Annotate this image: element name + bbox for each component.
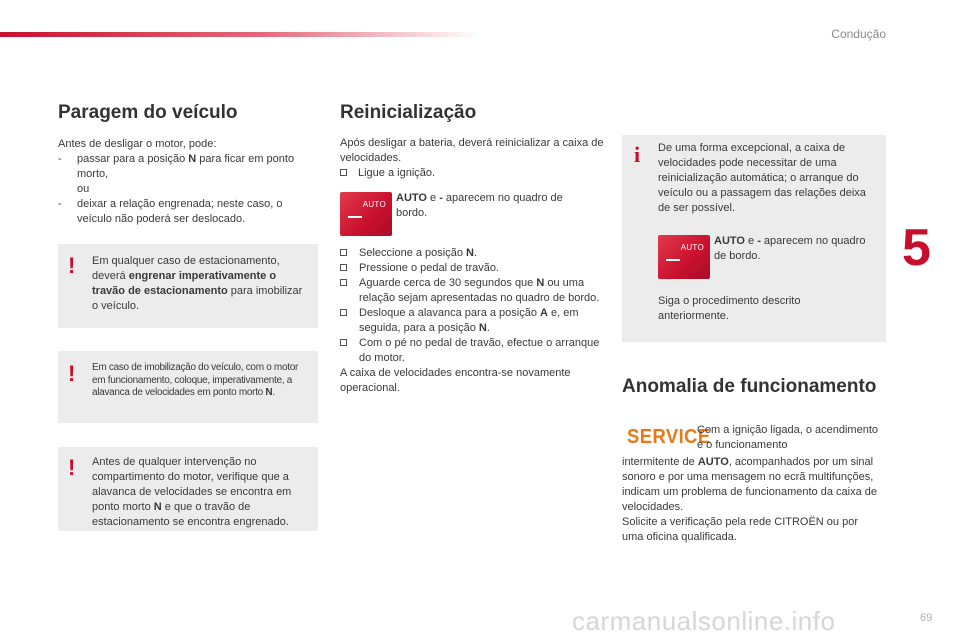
- warning-icon: !: [68, 253, 76, 278]
- anomalia-heading: Anomalia de funcionamento: [622, 376, 877, 397]
- reinit-step: Com o pé no pedal de travão, efectue o arranque do motor.: [340, 336, 604, 366]
- section-title: Condução: [831, 27, 886, 41]
- auto-display-icon: AUTO: [658, 235, 710, 279]
- warning-box-neutral: [58, 351, 318, 423]
- paragem-text: [58, 137, 316, 227]
- reinit-step: Pressione o pedal de travão.: [340, 261, 604, 276]
- info-follow-text: Siga o procedimento descrito anteriormente.: [658, 295, 801, 322]
- chapter-number: 5: [902, 219, 931, 277]
- info-icon: i: [634, 142, 641, 167]
- anomaly-text-a: Com a ignição ligada, o acendimento e o funcionamento: [697, 424, 879, 451]
- paragem-heading: Paragem do veículo: [58, 102, 238, 123]
- paragem-item-or: ou: [77, 183, 90, 195]
- auto-display-icon: AUTO: [340, 192, 392, 236]
- warning-icon: !: [68, 361, 76, 386]
- service-icon: SERVICE: [627, 426, 711, 448]
- info-text: De uma forma excepcional, a caixa de velocidades pode necessitar de uma reinicialização automática; o arranque do veículo ou a passagem das relações deixa de ser possível.: [658, 142, 866, 214]
- info-box-auto-reinit: [622, 135, 886, 342]
- warning-text-3: Antes de qualquer intervenção no compartimento do motor, verifique que a alavanca de velocidades se encontra em ponto morto N e que o travão de estacionamento se encontra engrenado.: [92, 456, 292, 528]
- header-accent-bar: [0, 32, 480, 37]
- warning-text-2: Em caso de imobilização do veículo, com o motor em funcionamento, coloque, imperativamente, a alavanca de velocidades em ponto morto N.: [92, 362, 298, 398]
- reinit-intro-block: [340, 136, 604, 181]
- warning-box-engine-compartment: [58, 447, 318, 531]
- warning-text-1: Em qualquer caso de estacionamento, deverá engrenar imperativamente o travão de estacionamento para imobilizar o veículo.: [92, 255, 303, 312]
- reinit-closing: A caixa de velocidades encontra-se novamente operacional.: [340, 367, 571, 394]
- warning-box-parking-brake: [58, 244, 318, 328]
- page-number: 69: [920, 612, 933, 624]
- reinit-steps: [340, 246, 604, 396]
- bullet-icon: [340, 169, 347, 176]
- info-display-text: AUTO e - aparecem no quadro de bordo.: [714, 235, 866, 262]
- warning-icon: !: [68, 455, 76, 480]
- reinit-step: Aguarde cerca de 30 segundos que N ou uma relação sejam apresentadas no quadro de bordo.: [340, 276, 604, 306]
- reinit-step: Desloque a alavanca para a posição A e, em seguida, para a posição N.: [340, 306, 604, 336]
- reinit-step-ignition: Ligue a ignição.: [340, 166, 604, 181]
- reinicializacao-heading: Reinicialização: [340, 102, 477, 123]
- paragem-item-2: - deixar a relação engrenada; neste caso, o veículo não poderá ser deslocado.: [58, 198, 283, 225]
- watermark: carmanualsonline.info: [572, 606, 836, 636]
- reinit-intro: Após desligar a bateria, deverá reinicializar a caixa de velocidades.: [340, 137, 604, 164]
- reinit-step: Seleccione a posição N.: [340, 246, 604, 261]
- reinit-display-text: AUTO e - aparecem no quadro de bordo.: [396, 192, 563, 219]
- paragem-intro: Antes de desligar o motor, pode:: [58, 138, 217, 150]
- paragem-item-1: - passar para a posição N para ficar em ponto morto,: [58, 153, 295, 180]
- anomaly-text-b: intermitente de AUTO, acompanhados por um sinal sonoro e por uma mensagem no ecrã multifunções, indicam um problema de funcionamento da caixa de velocidades. Solicite a verificação pela rede CITROËN ou por uma oficina qualificada.: [622, 456, 877, 543]
